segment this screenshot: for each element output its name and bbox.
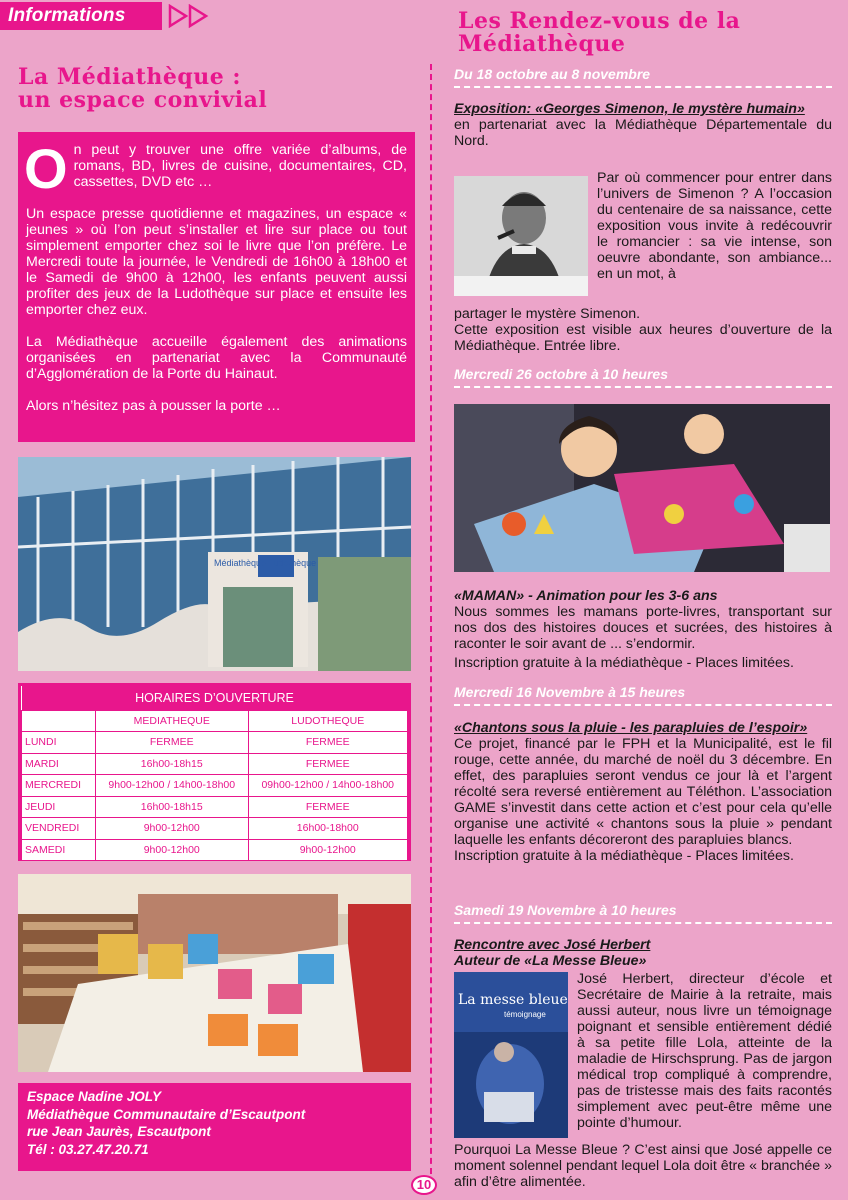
table-row: MERCREDI 9h00-12h00 / 14h00-18h00 09h00-12h00 / 14h00-18h00: [22, 775, 408, 797]
building-photo: [18, 457, 411, 671]
maman-puppets-photo: [454, 404, 830, 572]
event-text: Exposition: «Georges Simenon, le mystère humain» en partenariat avec la Médiathèque Départementale du Nord.: [454, 101, 832, 149]
divider: [454, 922, 832, 924]
event-text: «Chantons sous la pluie - les parapluies de l’espoir» Ce projet, financé par le FPH et la Municipalité, est le fil rouge, cette année, du marché de noël du 3 décembre. En effet, des parapluies seront vendus ce jour là et l’argent récolté sera reversé entièrement au Téléthon. L’association GAME s’investit dans cette action et c’est pour cela qu’elle organise une activité « chantons sous la pluie » pendant laquelle les enfants décoreront des parapluies blancs. Inscription gratuite à la médiathèque - Places limitées.: [454, 720, 832, 864]
divider: [454, 704, 832, 706]
library-interior-photo: [18, 874, 411, 1072]
divider: [454, 386, 832, 388]
intro-paragraph: Un espace presse quotidienne et magazines, un espace « jeunes » où l’on peut s’installer et lire sur place ou tout simplement emporter chez soi le livre que l’on préfère. Le Mercredi toute la journée, le Vendredi de 16h00 à 18h00 et le Samedi de 9h00 à 12h00, les enfants peuvent aussi profiter des jeux de la Ludothèque sur place et ensuite les emporter chez eux.: [26, 206, 407, 318]
hours-title: HORAIRES D’OUVERTURE: [22, 686, 408, 710]
book-cover: [454, 972, 568, 1138]
table-row: SAMEDI 9h00-12h00 9h00-12h00: [22, 839, 408, 861]
address-box: [18, 1083, 411, 1171]
table-row: MARDI 16h00-18h15 FERMEE: [22, 753, 408, 775]
table-row: JEUDI 16h00-18h15 FERMEE: [22, 796, 408, 818]
double-arrow-icon: [167, 4, 211, 28]
table-row: LUNDI FERMEE FERMEE: [22, 732, 408, 754]
divider: [454, 86, 832, 88]
section-label: Informations: [0, 2, 162, 30]
event-subtitle: Auteur de «La Messe Bleue»: [454, 953, 647, 969]
event-text: Par où commencer pour entrer dans l’univers de Simenon ? A l’occasion du centenaire de sa naissance, cette exposition vous invite à redécouvrir le romancier : sa vie intense, son oeuvre abondante, son ambiance... en un mot, à: [597, 170, 832, 282]
left-headline: La Médiathèque : un espace convivial: [18, 64, 268, 113]
event-text: «MAMAN» - Animation pour les 3-6 ans Nous sommes les mamans porte-livres, transportant sur nos dos des histoires douces et sucrées, des histoires à raconter le soir avant de ... s’endormir. Inscription gratuite à la médiathèque - Places limitées.: [454, 588, 832, 671]
building-sign: Médiathèque Ludothèque: [214, 558, 317, 568]
event-text: partager le mystère Simenon. Cette exposition est visible aux heures d’ouverture de la Médiathèque. Entrée libre.: [454, 306, 832, 354]
event-title: «MAMAN» - Animation pour les 3-6 ans: [454, 588, 718, 604]
book-subtitle: témoignage: [504, 1010, 546, 1019]
event-date: Du 18 octobre au 8 novembre: [454, 66, 651, 82]
event-date: Mercredi 26 octobre à 10 heures: [454, 366, 668, 382]
address-street: rue Jean Jaurès, Escautpont: [27, 1124, 211, 1139]
address-institution: Médiathèque Communautaire d’Escautpont: [27, 1106, 306, 1122]
event-date: Samedi 19 Novembre à 10 heures: [454, 902, 677, 918]
book-title: La messe bleue: [458, 992, 568, 1008]
drop-cap: O: [24, 137, 68, 200]
intro-paragraph: La Médiathèque accueille également des animations organisées en partenariat avec la Communauté d’Agglomération de la Porte du Hainaut.: [26, 334, 407, 382]
event-date: Mercredi 16 Novembre à 15 heures: [454, 684, 686, 700]
event-title: «Chantons sous la pluie - les parapluies de l’espoir»: [454, 720, 808, 736]
event-title: Rencontre avec José Herbert: [454, 937, 651, 953]
col-header-ludotheque: LUDOTHEQUE: [248, 710, 408, 732]
opening-hours-table: [18, 683, 411, 861]
event-text: José Herbert, directeur d’école et Secrétaire de Mairie à la retraite, mais aussi auteur, nous livre un témoignage poignant et sensible entièrement dédié à sa petite fille Lola, atteinte de la maladie de Hirschsprung. Pas de jargon médical trop compliqué à comprendre, pas de tristesse mais des faits racontés simplement avec peut-être même une pointe d’humour.: [577, 971, 832, 1131]
event-text: Pourquoi La Messe Bleue ? C’est ainsi que José appelle ce moment solennel pendant lequel Lola doit être « branchée » afin d’être alimentée.: [454, 1142, 832, 1190]
address-phone: Tél : 03.27.47.20.71: [27, 1141, 149, 1157]
event-text: [454, 937, 832, 969]
intro-paragraph: Alors n’hésitez pas à pousser la porte …: [26, 398, 281, 414]
right-headline: Les Rendez-vous de la Médiathèque: [458, 8, 741, 57]
event-title: Exposition: «Georges Simenon, le mystère humain»: [454, 101, 805, 117]
address-name: Espace Nadine JOLY: [27, 1089, 162, 1104]
table-row: VENDREDI 9h00-12h00 16h00-18h00: [22, 818, 408, 840]
simenon-photo: [454, 176, 588, 296]
column-divider: [430, 64, 432, 1184]
page-number: 10: [411, 1175, 437, 1195]
intro-box: On peut y trouver une offre variée d’albums, de romans, BD, livres de cuisine, documentaires, CD, cassettes, DVD etc … Un espace presse quotidienne et magazines, un espace « jeunes » où l’on peut s’installer et lire sur place ou tout simplement emporter chez soi le livre que l’on préfère. Le Mercredi toute la journée, le Vendredi de 16h00 à 18h00 et le Samedi de 9h00 à 12h00, les enfants peuvent aussi profiter des jeux de la Ludothèque sur place et ensuite les emporter chez eux. La Médiathèque accueille également des animations organisées en partenariat avec la Communauté d’Agglomération de la Porte du Hainaut. Alors n’hésitez pas à pousser la porte …: [18, 132, 415, 442]
col-header-mediatheque: MEDIATHEQUE: [96, 710, 249, 732]
